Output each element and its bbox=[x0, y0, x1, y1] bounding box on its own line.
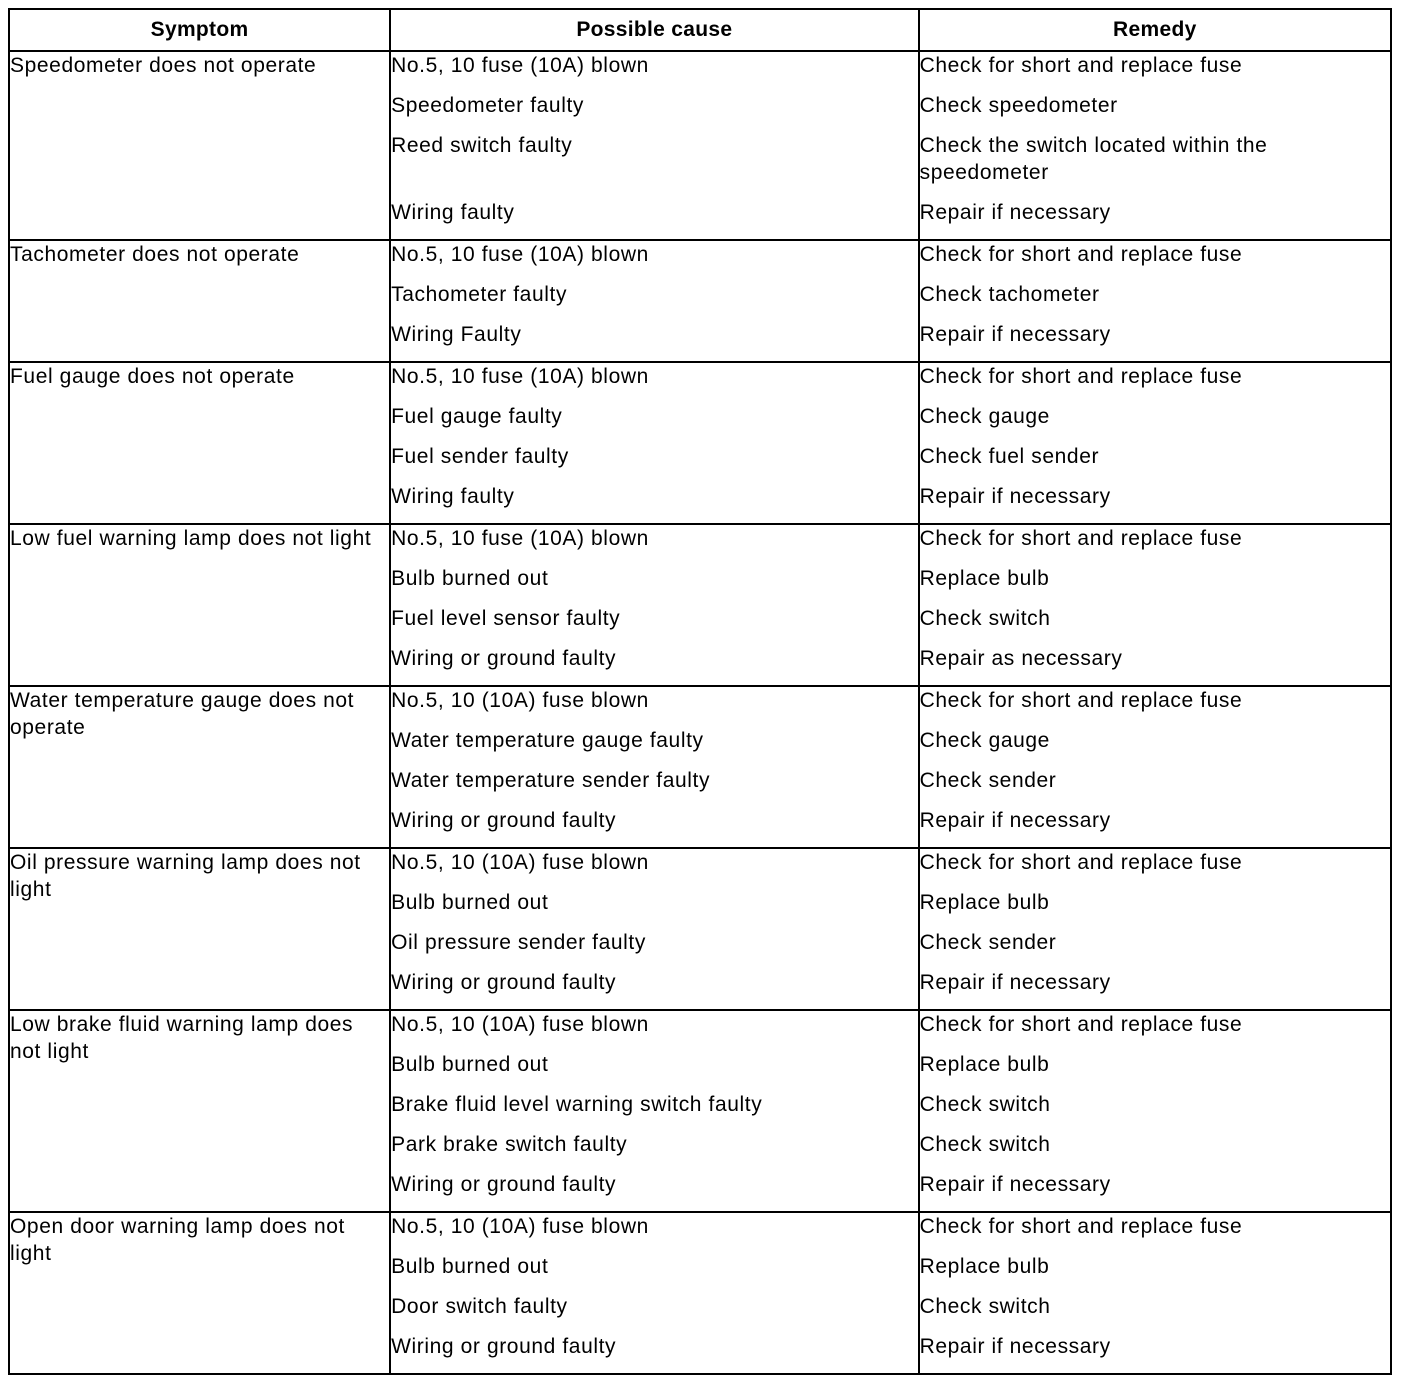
cause-item: Bulb burned out bbox=[391, 891, 549, 914]
remedy-item: Check for short and replace fuse bbox=[919, 851, 1243, 874]
remedy-item: Replace bulb bbox=[919, 1255, 1050, 1278]
cause-item: No.5, 10 fuse (10A) blown bbox=[391, 54, 649, 77]
remedy-item: Repair if necessary bbox=[919, 323, 1111, 346]
cause-item: No.5, 10 fuse (10A) blown bbox=[391, 243, 649, 266]
remedy-cell bbox=[919, 240, 1391, 362]
remedy-item: Check switch bbox=[919, 607, 1051, 630]
remedy-item: Replace bulb bbox=[919, 1053, 1050, 1076]
cause-item: No.5, 10 (10A) fuse blown bbox=[391, 689, 649, 712]
remedy-item: Check gauge bbox=[919, 729, 1050, 752]
remedy-item: Check sender bbox=[919, 931, 1057, 954]
remedy-item: Repair if necessary bbox=[919, 201, 1111, 224]
cause-item: Fuel level sensor faulty bbox=[391, 607, 621, 630]
possible-cause-cell bbox=[390, 848, 919, 1010]
header-possible-cause: Possible cause bbox=[390, 9, 919, 51]
remedy-item: Repair if necessary bbox=[919, 1173, 1111, 1196]
remedy-cell bbox=[919, 686, 1391, 848]
remedy-item: Check the switch located within the speedometer bbox=[919, 134, 1268, 184]
cause-item: Water temperature gauge faulty bbox=[391, 729, 704, 752]
symptom-cell: Water temperature gauge does not operate bbox=[9, 686, 390, 848]
cause-item: Door switch faulty bbox=[391, 1295, 568, 1318]
remedy-item: Check switch bbox=[919, 1295, 1051, 1318]
cause-item: Bulb burned out bbox=[391, 1053, 549, 1076]
remedy-item: Check switch bbox=[919, 1133, 1051, 1156]
remedy-item: Replace bulb bbox=[919, 891, 1050, 914]
remedy-item: Check fuel sender bbox=[919, 445, 1100, 468]
symptom-cell: Low brake fluid warning lamp does not light bbox=[9, 1010, 390, 1212]
header-symptom: Symptom bbox=[9, 9, 390, 51]
cause-item: Fuel sender faulty bbox=[391, 445, 569, 468]
remedy-cell bbox=[919, 362, 1391, 524]
table-row bbox=[9, 848, 1391, 1010]
cause-item: Wiring Faulty bbox=[391, 323, 522, 346]
possible-cause-cell bbox=[390, 362, 919, 524]
remedy-item: Check for short and replace fuse bbox=[919, 1215, 1243, 1238]
possible-cause-cell bbox=[390, 240, 919, 362]
symptom-cell: Fuel gauge does not operate bbox=[9, 362, 390, 524]
cause-item: Reed switch faulty bbox=[391, 134, 573, 157]
cause-item: Tachometer faulty bbox=[391, 283, 568, 306]
header-remedy: Remedy bbox=[919, 9, 1391, 51]
troubleshooting-table bbox=[8, 8, 1392, 1375]
symptom-cell: Open door warning lamp does not light bbox=[9, 1212, 390, 1374]
remedy-item: Check for short and replace fuse bbox=[919, 527, 1243, 550]
cause-item: Wiring or ground faulty bbox=[391, 1335, 617, 1358]
remedy-item: Replace bulb bbox=[919, 567, 1050, 590]
cause-item: No.5, 10 (10A) fuse blown bbox=[391, 1013, 649, 1036]
remedy-item: Repair if necessary bbox=[919, 1335, 1111, 1358]
cause-item: Wiring or ground faulty bbox=[391, 809, 617, 832]
cause-item: Bulb burned out bbox=[391, 1255, 549, 1278]
remedy-item: Check for short and replace fuse bbox=[919, 1013, 1243, 1036]
possible-cause-cell bbox=[390, 524, 919, 686]
cause-item: No.5, 10 (10A) fuse blown bbox=[391, 1215, 649, 1238]
table-row bbox=[9, 686, 1391, 848]
remedy-item: Check for short and replace fuse bbox=[919, 54, 1243, 77]
cause-item: Bulb burned out bbox=[391, 567, 549, 590]
symptom-cell: Oil pressure warning lamp does not light bbox=[9, 848, 390, 1010]
cause-item: No.5, 10 fuse (10A) blown bbox=[391, 527, 649, 550]
remedy-cell bbox=[919, 524, 1391, 686]
remedy-cell bbox=[919, 848, 1391, 1010]
remedy-item: Check for short and replace fuse bbox=[919, 243, 1243, 266]
remedy-item: Check tachometer bbox=[919, 283, 1100, 306]
remedy-item: Check switch bbox=[919, 1093, 1051, 1116]
cause-item: Wiring faulty bbox=[391, 485, 515, 508]
cause-item: Brake fluid level warning switch faulty bbox=[391, 1093, 763, 1116]
remedy-item: Check speedometer bbox=[919, 94, 1118, 117]
table-row bbox=[9, 51, 1391, 240]
cause-item: Wiring or ground faulty bbox=[391, 647, 617, 670]
remedy-cell bbox=[919, 1212, 1391, 1374]
remedy-item: Check for short and replace fuse bbox=[919, 365, 1243, 388]
table-row bbox=[9, 1212, 1391, 1374]
cause-item: Wiring faulty bbox=[391, 201, 515, 224]
possible-cause-cell bbox=[390, 686, 919, 848]
cause-item: No.5, 10 (10A) fuse blown bbox=[391, 851, 649, 874]
table-row bbox=[9, 240, 1391, 362]
remedy-item: Repair as necessary bbox=[919, 647, 1123, 670]
cause-item: Oil pressure sender faulty bbox=[391, 931, 646, 954]
symptom-cell: Low fuel warning lamp does not light bbox=[9, 524, 390, 686]
cause-item: Wiring or ground faulty bbox=[391, 1173, 617, 1196]
remedy-item: Check sender bbox=[919, 769, 1057, 792]
remedy-item: Check for short and replace fuse bbox=[919, 689, 1243, 712]
table-body bbox=[9, 51, 1391, 1374]
remedy-item: Repair if necessary bbox=[919, 809, 1111, 832]
table-row bbox=[9, 524, 1391, 686]
table-header-row bbox=[9, 9, 1391, 51]
table-row bbox=[9, 1010, 1391, 1212]
remedy-item: Check gauge bbox=[919, 405, 1050, 428]
cause-item: Wiring or ground faulty bbox=[391, 971, 617, 994]
possible-cause-cell bbox=[390, 51, 919, 240]
possible-cause-cell bbox=[390, 1212, 919, 1374]
symptom-cell: Speedometer does not operate bbox=[9, 51, 390, 240]
symptom-cell: Tachometer does not operate bbox=[9, 240, 390, 362]
remedy-cell bbox=[919, 1010, 1391, 1212]
cause-item: Speedometer faulty bbox=[391, 94, 585, 117]
cause-item: No.5, 10 fuse (10A) blown bbox=[391, 365, 649, 388]
remedy-item: Repair if necessary bbox=[919, 485, 1111, 508]
possible-cause-cell bbox=[390, 1010, 919, 1212]
cause-item: Water temperature sender faulty bbox=[391, 769, 711, 792]
remedy-item: Repair if necessary bbox=[919, 971, 1111, 994]
remedy-cell bbox=[919, 51, 1391, 240]
cause-item: Park brake switch faulty bbox=[391, 1133, 628, 1156]
cause-item: Fuel gauge faulty bbox=[391, 405, 563, 428]
table-row bbox=[9, 362, 1391, 524]
